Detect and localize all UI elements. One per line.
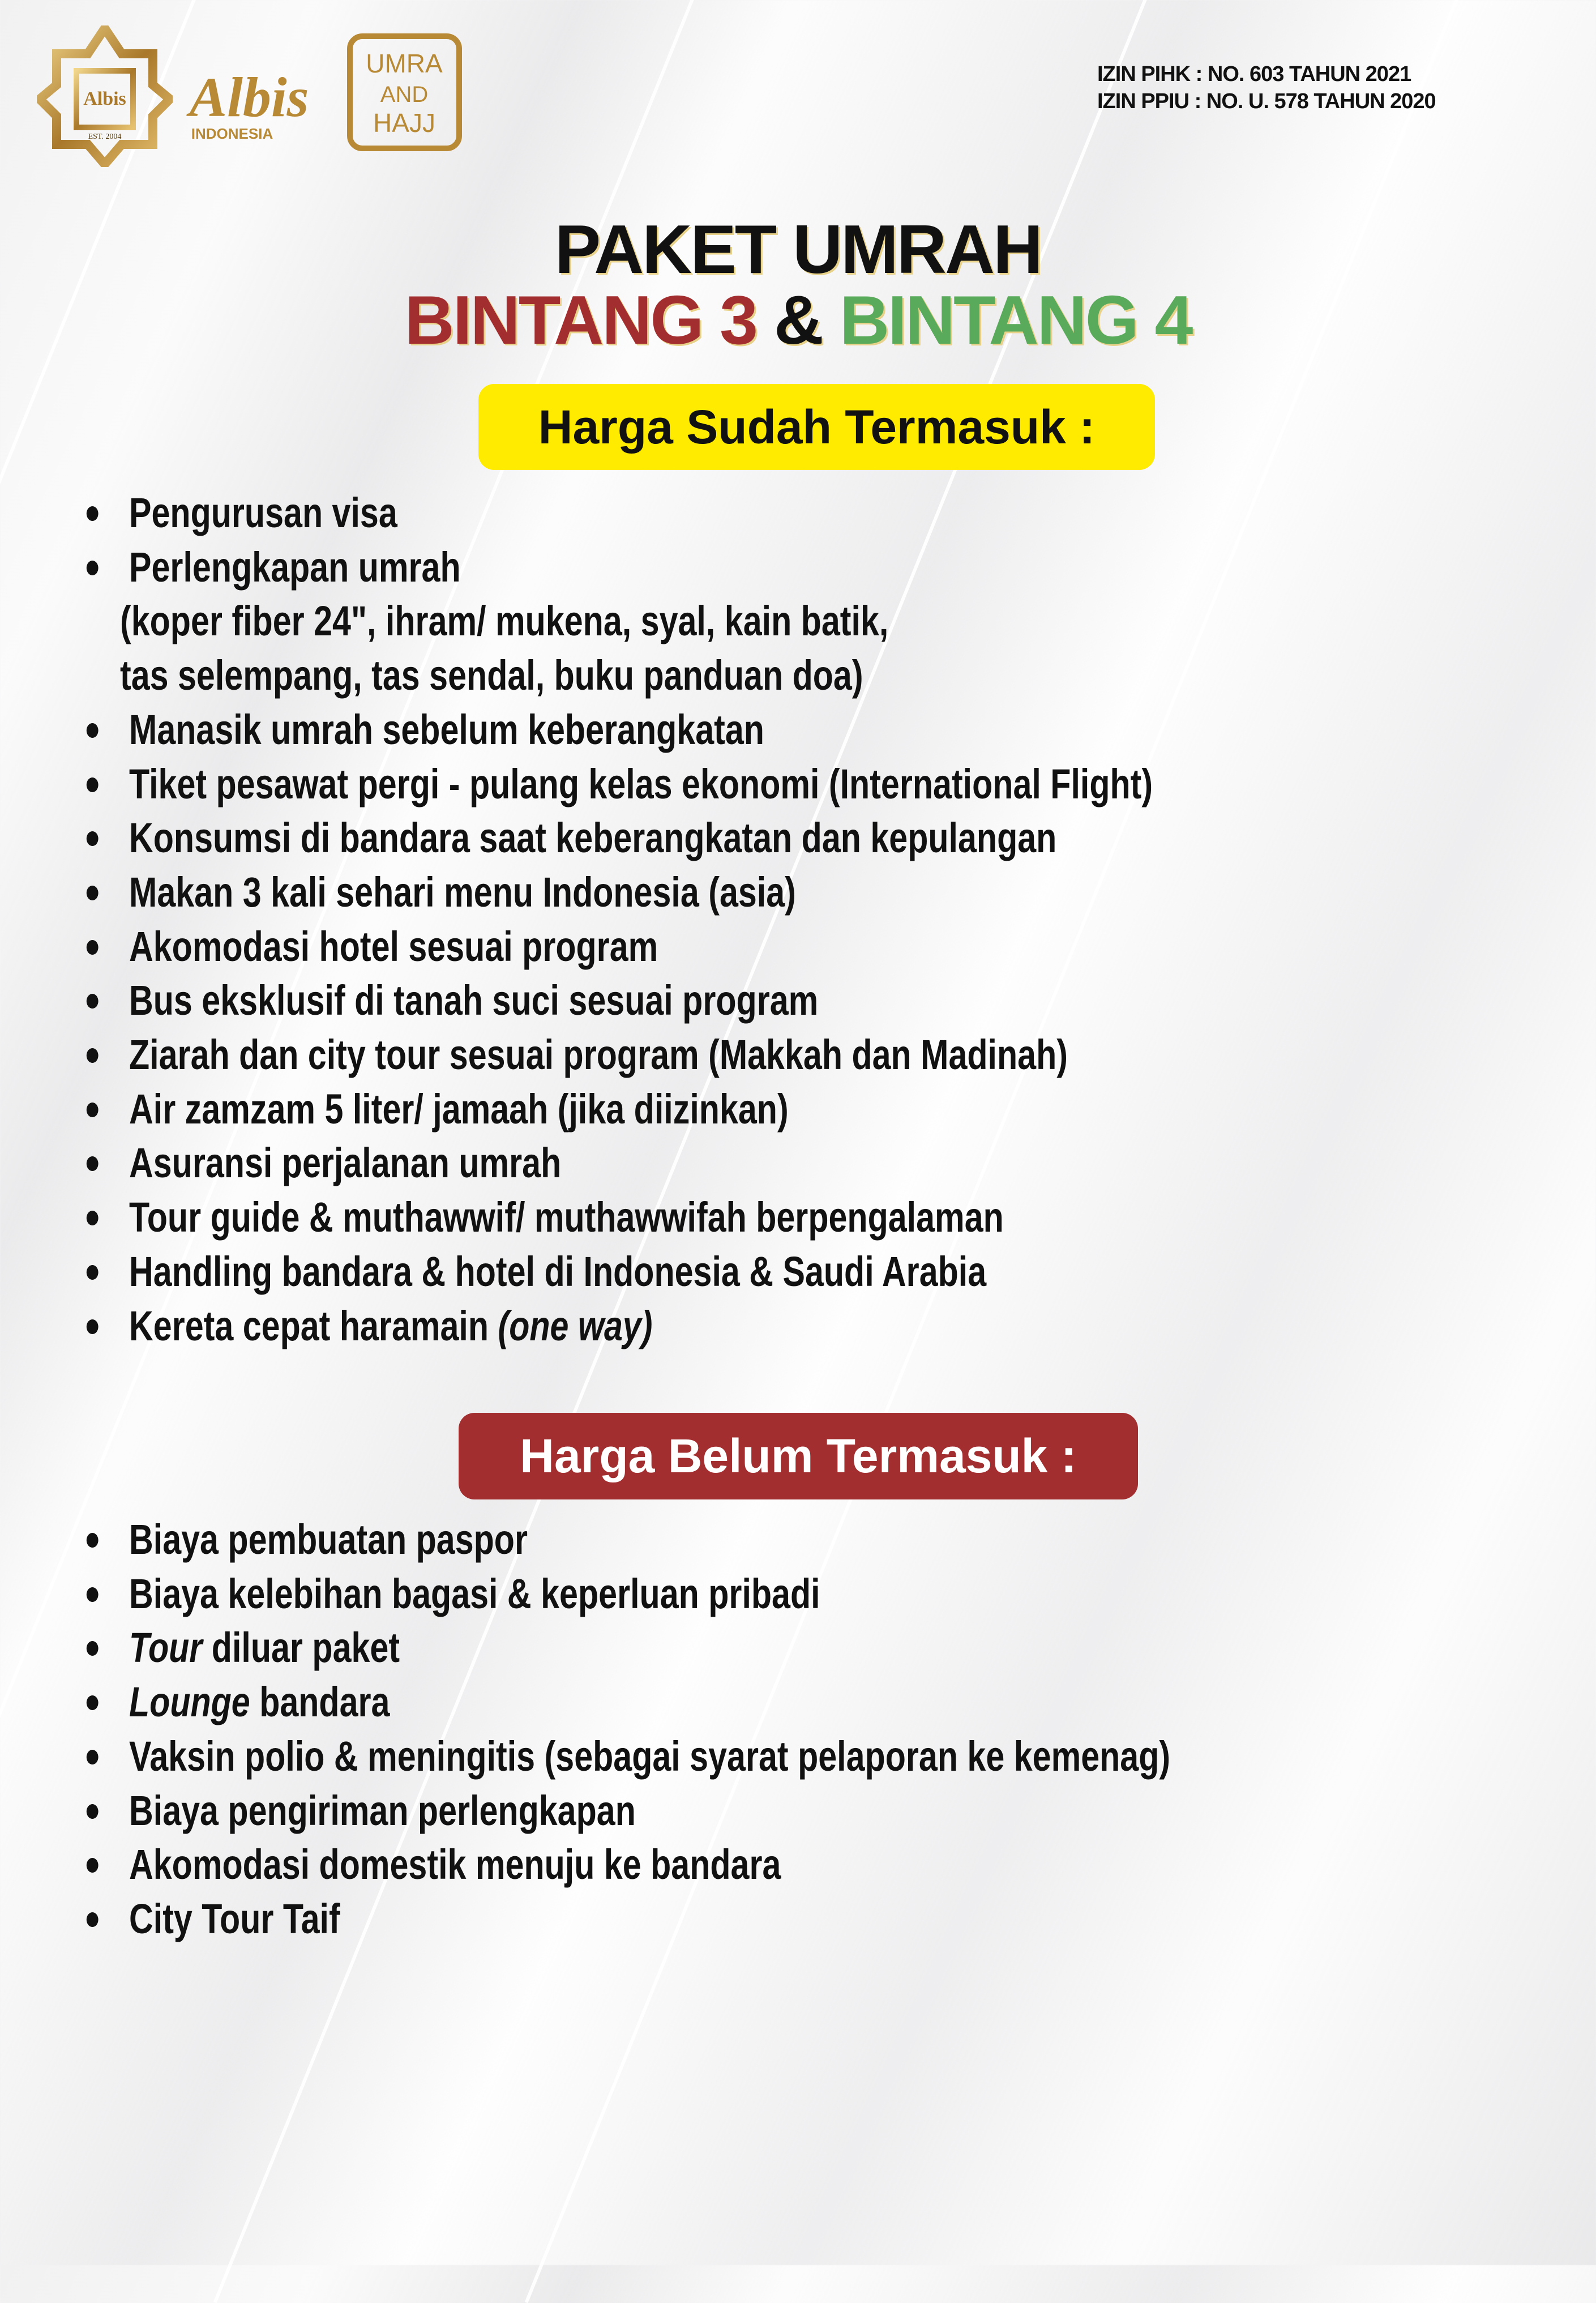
- svg-text:HAJJ: HAJJ: [373, 108, 435, 138]
- svg-text:UMRA: UMRA: [366, 49, 443, 78]
- list-item: Akomodasi domestik menuju ke bandara: [79, 1838, 1170, 1892]
- bullet-icon: [87, 561, 99, 575]
- list-item: Ziarah dan city tour sesuai program (Makkah dan Madinah): [79, 1028, 1153, 1082]
- bullet-icon: [87, 1156, 99, 1171]
- list-item: Lounge bandara: [79, 1675, 1170, 1729]
- bullet-icon: [87, 723, 99, 738]
- list-item: Handling bandara & hotel di Indonesia & Saudi Arabia: [79, 1245, 1153, 1299]
- list-item: Kereta cepat haramain (one way): [79, 1299, 1153, 1353]
- included-heading: Harga Sudah Termasuk :: [478, 384, 1155, 470]
- list-item: Makan 3 kali sehari menu Indonesia (asia): [79, 865, 1153, 920]
- bullet-icon: [87, 777, 99, 792]
- bullet-icon: [87, 831, 99, 846]
- list-item: Tiket pesawat pergi - pulang kelas ekonomi (International Flight): [79, 757, 1153, 811]
- list-item-continuation: tas selempang, tas sendal, buku panduan doa): [120, 652, 863, 699]
- bullet-icon: [87, 1103, 99, 1117]
- list-item: Bus eksklusif di tanah suci sesuai program: [79, 973, 1153, 1028]
- excluded-heading: Harga Belum Termasuk :: [459, 1413, 1138, 1499]
- list-item: Pengurusan visa: [79, 486, 1153, 540]
- list-item: Biaya pembuatan paspor: [79, 1512, 1170, 1567]
- svg-text:Albis: Albis: [83, 88, 126, 109]
- bullet-icon: [87, 1641, 99, 1656]
- bullet-icon: [87, 1533, 99, 1548]
- ampersand: &: [773, 281, 823, 358]
- bintang-3-label: BINTANG 3: [404, 281, 757, 358]
- license-pihk: IZIN PIHK : NO. 603 TAHUN 2021: [1097, 62, 1411, 86]
- bullet-icon: [87, 1265, 99, 1280]
- page-title: PAKET UMRAH: [554, 211, 1042, 288]
- bullet-icon: [87, 1912, 99, 1927]
- list-item: Perlengkapan umrah: [79, 540, 1153, 595]
- excluded-list: [79, 1512, 1170, 1946]
- license-ppiu: IZIN PPIU : NO. U. 578 TAHUN 2020: [1097, 89, 1436, 113]
- svg-text:EST. 2004: EST. 2004: [88, 133, 122, 141]
- list-item: Air zamzam 5 liter/ jamaah (jika diizinkan): [79, 1082, 1153, 1136]
- list-item: City Tour Taif: [79, 1892, 1170, 1946]
- bullet-icon: [87, 1587, 99, 1602]
- list-item: Manasik umrah sebelum keberangkatan: [79, 703, 1153, 757]
- umra-and-hajj-logo: [346, 33, 463, 152]
- bullet-icon: [87, 1211, 99, 1225]
- list-item: Asuransi perjalanan umrah: [79, 1136, 1153, 1190]
- list-item: Akomodasi hotel sesuai program: [79, 920, 1153, 974]
- svg-text:INDONESIA: INDONESIA: [191, 125, 273, 142]
- list-item: Tour guide & muthawwif/ muthawwifah berpengalaman: [79, 1190, 1153, 1245]
- list-item: Biaya pengiriman perlengkapan: [79, 1784, 1170, 1838]
- page-subtitle: [0, 280, 1596, 360]
- bullet-icon: [87, 1750, 99, 1764]
- bullet-icon: [87, 1695, 99, 1710]
- bullet-icon: [87, 1319, 99, 1334]
- bullet-icon: [87, 940, 99, 955]
- albis-emblem-logo: [37, 25, 173, 167]
- list-item-continuation: (koper fiber 24", ihram/ mukena, syal, kain batik,: [120, 597, 889, 645]
- bintang-4-label: BINTANG 4: [839, 281, 1192, 358]
- list-item: Konsumsi di bandara saat keberangkatan dan kepulangan: [79, 811, 1153, 865]
- list-item: Tour diluar paket: [79, 1621, 1170, 1675]
- list-item: Biaya kelebihan bagasi & keperluan pribadi: [79, 1567, 1170, 1621]
- svg-text:Albis: Albis: [189, 66, 309, 129]
- svg-text:AND: AND: [380, 82, 429, 107]
- bullet-icon: [87, 1804, 99, 1819]
- bullet-icon: [87, 886, 99, 900]
- bullet-icon: [87, 1048, 99, 1063]
- bullet-icon: [87, 1858, 99, 1873]
- albis-wordmark-logo: [176, 62, 323, 147]
- included-list: [79, 486, 1153, 1353]
- bullet-icon: [87, 506, 99, 521]
- list-item: Vaksin polio & meningitis (sebagai syarat pelaporan ke kemenag): [79, 1729, 1170, 1784]
- bullet-icon: [87, 994, 99, 1009]
